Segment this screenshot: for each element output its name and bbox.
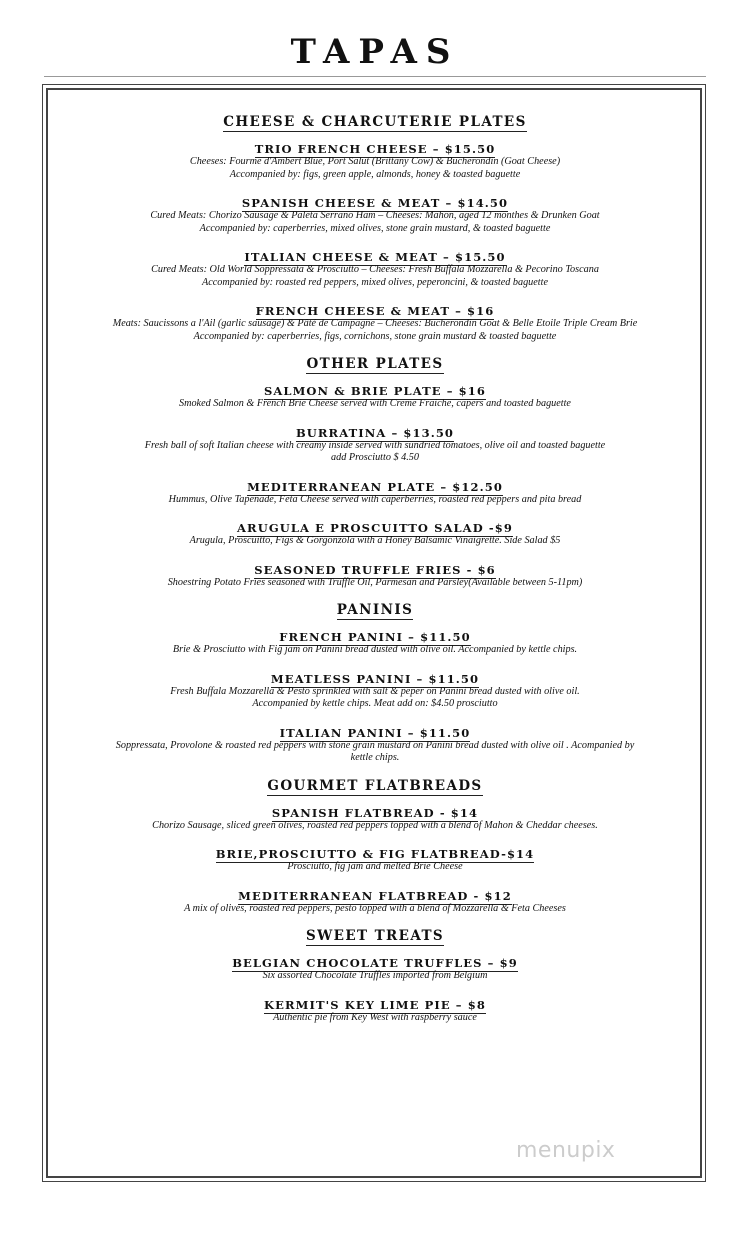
menu-item-title: MEATLESS PANINI – $11.50: [270, 671, 480, 686]
menu-item-description-line: Arugula, Proscuitto, Figs & Gorgonzola with a Honey Balsamic Vinaigrette. Side Salad $5: [189, 535, 561, 546]
menu-item: [47, 798, 703, 840]
menu-item-description-line: Authentic pie from Key West with raspberry sauce: [273, 1011, 477, 1023]
menu-item-description-line: Smoked Salmon & French Brie Cheese served with Creme Fraiche, capers and toasted baguette: [179, 398, 571, 409]
watermark-logo: menupix: [516, 1138, 616, 1163]
menu-item-title: SPANISH FLATBREAD - $14: [271, 805, 479, 820]
menu-item-description-line: Accompanied by: figs, green apple, almonds, honey & toasted baguette: [229, 168, 521, 180]
menu-item-title-wrap: [47, 134, 703, 156]
menu-item-description: [47, 861, 703, 881]
section-heading: GOURMET FLATBREADS: [267, 777, 483, 794]
menu-item-description: [47, 494, 703, 514]
menu-section: [47, 596, 703, 772]
menu-item-description-line: Soppressata, Provolone & roasted red peppers with stone grain mustard on Panini bread dusted with olive oil . Acompanied by: [115, 739, 635, 751]
section-heading-wrap: [47, 108, 703, 134]
menu-item-description-line: Accompanied by: caperberries, mixed olives, stone grain mustard, & toasted baguette: [199, 222, 551, 234]
menu-item-title-wrap: [47, 418, 703, 440]
menu-item-title: ITALIAN PANINI – $11.50: [279, 725, 471, 740]
menu-item: [47, 718, 703, 772]
menu-item-description-line: Cheeses: Fourme d'Ambert Blue, Port Salut (Brittany Cow) & Bucherondin (Goat Cheese): [189, 156, 561, 167]
menu-item-description: [47, 686, 703, 718]
menu-item: [47, 664, 703, 718]
menu-item-description-line: Meats: Saucissons a l'Ail (garlic sausage) & Pâté de Campagne – Cheeses: Bucherondin Goat & Belle Etoile Triple Cream Brie: [112, 318, 638, 329]
menu-item: [47, 948, 703, 990]
section-heading-wrap: [47, 772, 703, 798]
menu-item-title-wrap: [47, 622, 703, 644]
menu-item-title-wrap: [47, 513, 703, 535]
menu-item-title: SPANISH CHEESE & MEAT – $14.50: [241, 196, 509, 210]
page-title: TAPAS: [290, 32, 460, 72]
menu-item-description-line: Shoestring Potato Fries seasoned with Truffle Oil, Parmesan and Parsley(Available between 5-11pm): [167, 576, 583, 588]
menu-item: [47, 188, 703, 242]
menu-item: [47, 296, 703, 350]
menu-item-description: [47, 820, 703, 840]
menu-item-title-wrap: [47, 839, 703, 861]
menu-item-description: [47, 970, 703, 990]
menu-item-description-line: Accompanied by kettle chips. Meat add on: $4.50 prosciutto: [252, 698, 498, 709]
menu-item-title-wrap: [47, 188, 703, 210]
menu-section: [47, 350, 703, 596]
menu-item-title-wrap: [47, 242, 703, 264]
menu-item-description: [47, 318, 703, 350]
section-heading: SWEET TREATS: [305, 928, 445, 944]
menu-item-title: ARUGULA E PROSCUITTO SALAD -$9: [237, 521, 513, 535]
menu-item-description: [47, 644, 703, 664]
menu-section: [47, 772, 703, 923]
menu-item-description-line: Fresh ball of soft Italian cheese with creamy inside served with sundried tomatoes, olive oil and toasted baguette: [144, 439, 606, 451]
menu-item: [47, 622, 703, 664]
menu-item-title: SALMON & BRIE PLATE – $16: [263, 384, 486, 398]
menu-item-title: MEDITERRANEAN PLATE – $12.50: [247, 479, 503, 494]
menu-item: [47, 839, 703, 881]
section-heading-wrap: [47, 596, 703, 622]
section-heading: OTHER PLATES: [306, 356, 444, 372]
menu-item-description-line: kettle chips.: [350, 752, 400, 763]
menu-section: [47, 922, 703, 1031]
menu-item-title-wrap: [47, 798, 703, 820]
menu-item: [47, 555, 703, 597]
menu-item-title: SEASONED TRUFFLE FRIES - $6: [254, 562, 496, 577]
menu-item: [47, 472, 703, 514]
section-heading: PANINIS: [336, 602, 414, 618]
menu-item-description: [47, 577, 703, 597]
menu-item: [47, 990, 703, 1032]
menu-item: [47, 513, 703, 555]
menu-item-title-wrap: [47, 881, 703, 903]
menu-item-description-line: add Prosciutto $ 4.50: [331, 452, 419, 463]
menu-item: [47, 134, 703, 188]
menu-item-description-line: Cured Meats: Chorizo Sausage & Paleta Serrano Ham – Cheeses: Mahon, aged 12 monthes & Drunken Goat: [150, 210, 600, 221]
menu-item-title: ITALIAN CHEESE & MEAT – $15.50: [244, 250, 506, 264]
menu-item-title-wrap: [47, 664, 703, 686]
menu-item-description: [47, 156, 703, 188]
menu-item: [47, 242, 703, 296]
menu-item-description: [47, 1012, 703, 1032]
menu-item-title: MEDITERRANEAN FLATBREAD - $12: [238, 888, 512, 903]
menu-item-description: [47, 398, 703, 418]
menu-item-description-line: Six assorted Chocolate Truffles imported from Belgium: [262, 970, 488, 981]
section-heading: CHEESE & CHARCUTERIE PLATES: [223, 114, 527, 130]
section-heading-wrap: [47, 922, 703, 948]
menu-item-description: [47, 440, 703, 472]
menu-item-title: BELGIAN CHOCOLATE TRUFFLES – $9: [232, 956, 518, 970]
menu-item-title: FRENCH CHEESE & MEAT – $16: [255, 304, 495, 318]
menu-section: [47, 108, 703, 350]
menu-item-description-line: Fresh Buffala Mozzarella & Pesto sprinkled with salt & peper on Panini bread dusted with olive oil.: [170, 685, 580, 697]
menu-item-title: FRENCH PANINI – $11.50: [279, 630, 471, 644]
section-heading-wrap: [47, 350, 703, 376]
menu-item-title-wrap: [47, 296, 703, 318]
menu-item-title-wrap: [47, 948, 703, 970]
menu-item-description: [47, 535, 703, 555]
title-divider: [44, 76, 706, 77]
menu-item-title: TRIO FRENCH CHEESE – $15.50: [254, 142, 496, 156]
menu-item-description-line: Cured Meats: Old World Soppressata & Prosciutto – Cheeses: Fresh Buffala Mozzarella & Pecorino Toscana: [151, 264, 599, 275]
menu-item-description: [47, 903, 703, 923]
menu-item-title-wrap: [47, 990, 703, 1012]
menu-item-title-wrap: [47, 718, 703, 740]
menu-item-title: KERMIT'S KEY LIME PIE – $8: [264, 997, 486, 1012]
menu-item-title-wrap: [47, 472, 703, 494]
menu-item-title-wrap: [47, 376, 703, 398]
menu-item-description-line: Chorizo Sausage, sliced green olives, roasted red peppers topped with a blend of Mahon & Cheddar cheeses.: [152, 819, 598, 831]
menu-item-title: BURRATINA – $13.50: [295, 425, 455, 440]
menu-item: [47, 418, 703, 472]
menu-item-description-line: Accompanied by: caperberries, figs, cornichons, stone grain mustard & toasted baguette: [193, 330, 557, 342]
menu-item-description-line: Brie & Prosciutto with Fig jam on Panini bread dusted with olive oil. Accompanied by kettle chips.: [172, 644, 578, 655]
menu-item-description: [47, 264, 703, 296]
menu-item: [47, 881, 703, 923]
menu-item-description-line: Accompanied by: roasted red peppers, mixed olives, peperoncini, & toasted baguette: [201, 276, 548, 288]
menu-item-description: [47, 740, 703, 772]
menu-item-description-line: A mix of olives, roasted red peppers, pesto topped with a blend of Mozzarella & Feta Cheeses: [184, 902, 566, 914]
menu-content: [47, 108, 703, 1031]
menu-item-description-line: Hummus, Olive Tapenade, Feta Cheese served with caperberries, roasted red peppers and pita bread: [168, 493, 582, 505]
menu-item-title: BRIE,PROSCIUTTO & FIG FLATBREAD-$14: [215, 847, 535, 861]
menu-item: [47, 376, 703, 418]
menu-item-description-line: Prosciutto, fig jam and melted Brie Cheese: [287, 861, 463, 872]
menu-item-title-wrap: [47, 555, 703, 577]
menu-item-description: [47, 210, 703, 242]
